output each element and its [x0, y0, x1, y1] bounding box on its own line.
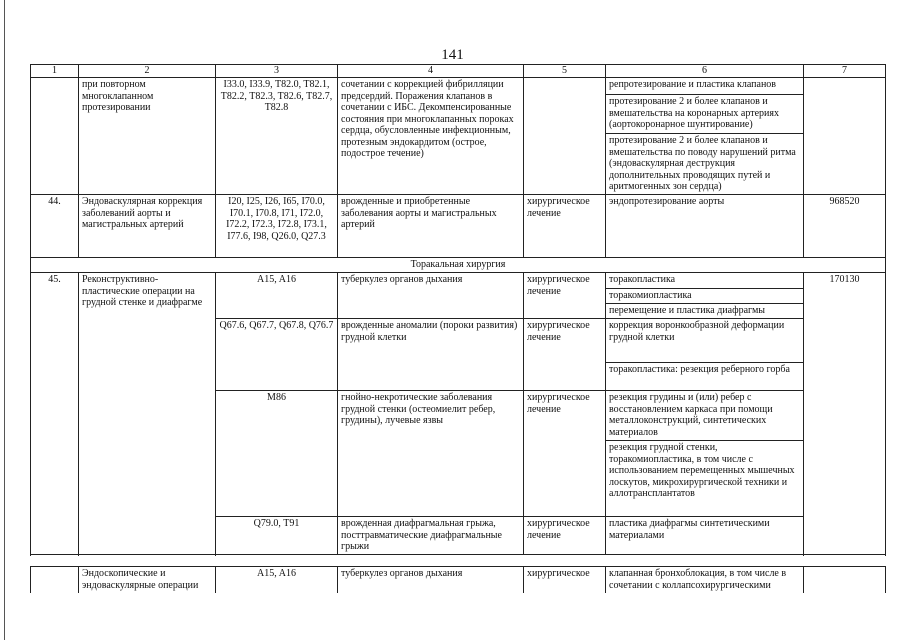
treatment-method-cell: торакопластика: [606, 273, 804, 289]
icd-codes-cell: Q67.6, Q67.7, Q67.8, Q76.7: [216, 319, 338, 391]
treatment-method-cell: торакопластика: резекция реберного горба: [606, 363, 804, 391]
patient-model-cell: врожденная диафрагмальная грыжа, посттравматические диафрагмальные грыжи: [338, 517, 524, 555]
row-number-cell: 45.: [31, 273, 79, 555]
treatment-method-cell: протезирование 2 и более клапанов и вмешательства на коронарных артериях (аортокоронарное шунтирование): [606, 95, 804, 134]
treatment-type-cell: [524, 78, 606, 195]
treatment-method-cell: пластика диафрагмы синтетическими материалами: [606, 517, 804, 555]
treatment-method-cell: торакомиопластика: [606, 289, 804, 304]
table-row: [31, 567, 886, 593]
page-number: 141: [441, 47, 464, 63]
medical-care-table: [30, 64, 886, 555]
table-row: [31, 273, 886, 289]
treatment-method-cell: резекция грудной стенки, торакомиопластика, в том числе с использованием перемещенных мышечных лоскутов, микрохирургической техники и аллотрансплантатов: [606, 441, 804, 517]
icd-codes-cell: Q79.0, T91: [216, 517, 338, 555]
treatment-type-cell: хирургическое лечение: [524, 195, 606, 258]
cost-cell: [804, 78, 886, 195]
section-title: Торакальная хирургия: [31, 258, 886, 273]
icd-codes-cell: M86: [216, 391, 338, 517]
column-header: 6: [606, 65, 804, 78]
column-header: 5: [524, 65, 606, 78]
icd-codes-cell: I20, I25, I26, I65, I70.0, I70.1, I70.8, I71, I72.0, I72.2, I72.3, I72.8, I73.1, I77.6, I98, Q26.0, Q27.3: [216, 195, 338, 258]
patient-model-cell: гнойно-некротические заболевания грудной стенки (остеомиелит ребер, грудины), лучевые язвы: [338, 391, 524, 517]
section-row: [31, 258, 886, 273]
table-row: [31, 78, 886, 95]
icd-codes-cell: A15, A16: [216, 567, 338, 593]
treatment-method-cell: репротезирование и пластика клапанов: [606, 78, 804, 95]
column-header: 7: [804, 65, 886, 78]
column-number-row: [31, 65, 886, 78]
medical-care-table-continued: [30, 566, 886, 593]
treatment-type-cell: хирургическое лечение: [524, 391, 606, 517]
treatment-method-cell: коррекция воронкообразной деформации грудной клетки: [606, 319, 804, 363]
intervention-name-cell: Эндоскопические и эндоваскулярные операции: [79, 567, 216, 593]
treatment-method-cell: эндопротезирование аорты: [606, 195, 804, 258]
treatment-type-cell: хирургическое лечение: [524, 517, 606, 555]
patient-model-cell: врожденные аномалии (пороки развития) грудной клетки: [338, 319, 524, 391]
column-header: 4: [338, 65, 524, 78]
treatment-type-cell: хирургическое лечение: [524, 319, 606, 391]
cost-cell: 968520: [804, 195, 886, 258]
column-header: 3: [216, 65, 338, 78]
treatment-method-cell: резекция грудины и (или) ребер с восстановлением каркаса при помощи металлоконструкций, синтетических материалов: [606, 391, 804, 441]
treatment-method-cell: клапанная бронхоблокация, в том числе в сочетании с коллапсохирургическими: [606, 567, 804, 593]
patient-model-cell: сочетании с коррекцией фибрилляции предсердий. Поражения клапанов в сочетании с ИБС. Декомпенсированные состояния при многоклапанных пороках сердца, обусловленные инфекционным, протезным эндокардитом (острое, подострое течение): [338, 78, 524, 195]
cost-cell: 170130: [804, 273, 886, 555]
column-header: 2: [79, 65, 216, 78]
icd-codes-cell: I33.0, I33.9, T82.0, T82.1, T82.2, T82.3, T82.6, T82.7, T82.8: [216, 78, 338, 195]
row-number-cell: [31, 78, 79, 195]
intervention-name-cell: Эндоваскулярная коррекция заболеваний аорты и магистральных артерий: [79, 195, 216, 258]
column-header: 1: [31, 65, 79, 78]
patient-model-cell: туберкулез органов дыхания: [338, 567, 524, 593]
treatment-type-cell: хирургическое: [524, 567, 606, 593]
intervention-name-cell: при повторном многоклапанном протезировании: [79, 78, 216, 195]
patient-model-cell: туберкулез органов дыхания: [338, 273, 524, 319]
row-number-cell: [31, 567, 79, 593]
intervention-name-cell: Реконструктивно-пластические операции на грудной стенке и диафрагме: [79, 273, 216, 555]
table-row: [31, 195, 886, 258]
treatment-method-cell: перемещение и пластика диафрагмы: [606, 304, 804, 319]
treatment-method-cell: протезирование 2 и более клапанов и вмешательства по поводу нарушений ритма (эндоваскулярная деструкция дополнительных проводящих путей и аритмогенных зон сердца): [606, 134, 804, 195]
icd-codes-cell: A15, A16: [216, 273, 338, 319]
patient-model-cell: врожденные и приобретенные заболевания аорты и магистральных артерий: [338, 195, 524, 258]
row-number-cell: 44.: [31, 195, 79, 258]
cost-cell: [804, 567, 886, 593]
page-left-margin-line: [4, 0, 5, 640]
treatment-type-cell: хирургическое лечение: [524, 273, 606, 319]
